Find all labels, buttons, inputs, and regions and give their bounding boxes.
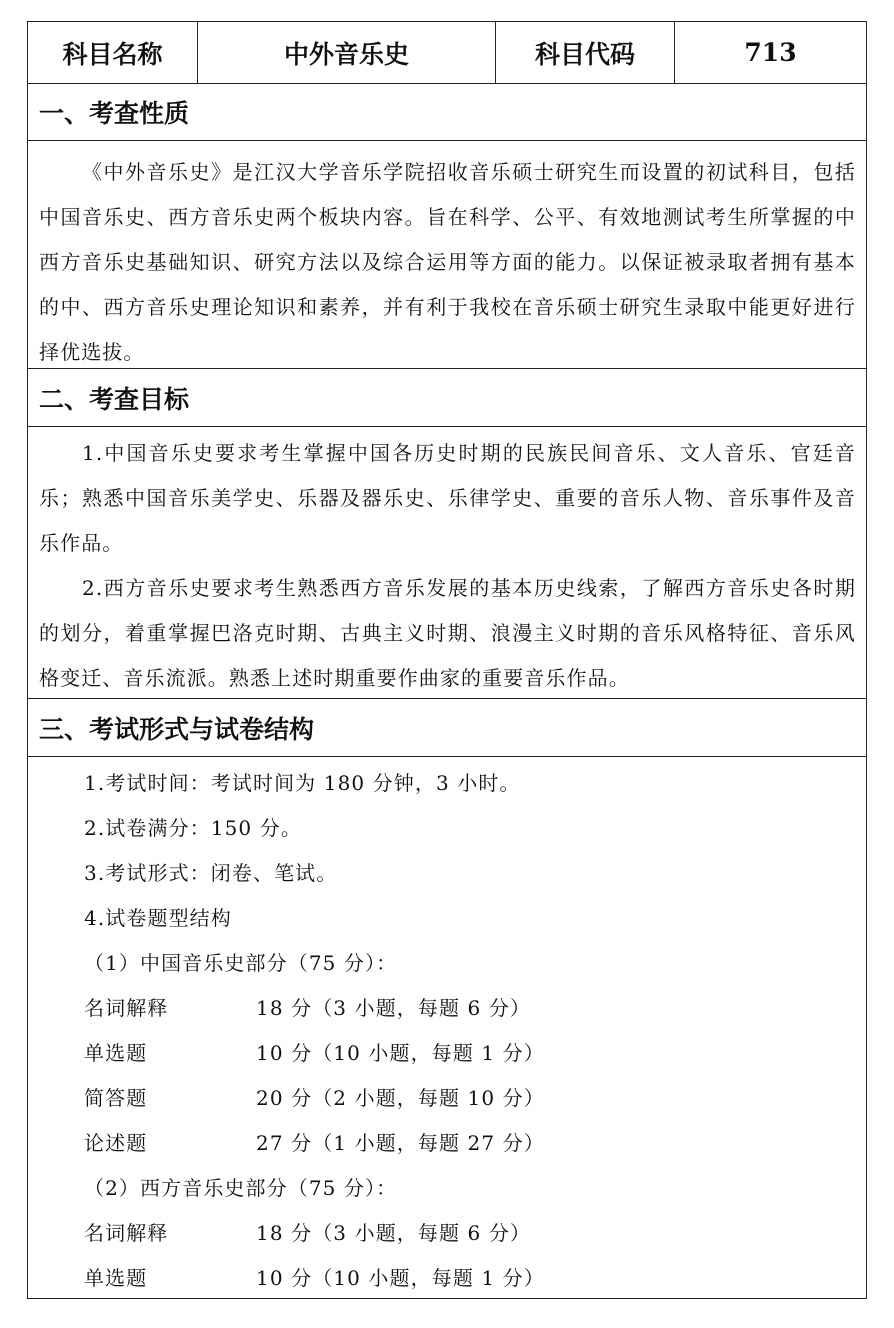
question-detail: 18 分（3 小题，每题 6 分） — [256, 1221, 532, 1245]
subject-code-label: 科目代码 — [496, 22, 675, 83]
question-detail: 10 分（10 小题，每题 1 分） — [256, 1041, 545, 1065]
exam-time-line: 1.考试时间：考试时间为 180 分钟，3 小时。 — [84, 771, 521, 795]
section-2-paragraph-1: 1.中国音乐史要求考生掌握中国各历史时期的民族民间音乐、文人音乐、官廷音乐；熟悉中国音乐美学史、乐器及器乐史、乐律学史、重要的音乐人物、音乐事件及音乐作品。 — [39, 441, 856, 555]
subject-name-value: 中外音乐史 — [198, 22, 496, 83]
score-row — [84, 993, 531, 1023]
question-detail: 27 分（1 小题，每题 27 分） — [256, 1131, 545, 1155]
question-detail: 18 分（3 小题，每题 6 分） — [256, 996, 532, 1020]
question-type: 论述题 — [84, 1131, 148, 1155]
subject-code-value: 713 — [744, 38, 797, 67]
part2-heading: （2）西方音乐史部分（75 分）： — [84, 1176, 398, 1200]
question-type: 名词解释 — [84, 996, 169, 1020]
question-type: 名词解释 — [84, 1221, 169, 1245]
subject-name-label: 科目名称 — [28, 22, 198, 83]
section-1-title: 一、考查性质 — [28, 83, 866, 141]
full-score-line: 2.试卷满分：150 分。 — [84, 816, 302, 840]
question-type: 简答题 — [84, 1086, 148, 1110]
section-3-title: 三、考试形式与试卷结构 — [28, 699, 866, 757]
part1-heading: （1）中国音乐史部分（75 分）： — [84, 951, 398, 975]
exam-format-line: 3.考试形式：闭卷、笔试。 — [84, 861, 338, 885]
score-row — [84, 1083, 545, 1113]
score-row — [84, 1128, 545, 1158]
score-row — [84, 1263, 545, 1293]
question-detail: 20 分（2 小题，每题 10 分） — [256, 1086, 545, 1110]
section-2-title: 二、考查目标 — [28, 369, 866, 427]
header-row — [28, 22, 866, 84]
section-1-paragraph: 《中外音乐史》是江汉大学音乐学院招收音乐硕士研究生而设置的初试科目，包括中国音乐史、西方音乐史两个板块内容。旨在科学、公平、有效地测试考生所掌握的中西方音乐史基础知识、研究方法以及综合运用等方面的能力。以保证被录取者拥有基本的中、西方音乐史理论知识和素养，并有利于我校在音乐硕士研究生录取中能更好进行择优选拔。 — [39, 160, 856, 364]
question-type: 单选题 — [84, 1041, 148, 1065]
question-structure-line: 4.试卷题型结构 — [84, 906, 232, 930]
score-row — [84, 1038, 545, 1068]
section-2-paragraph-2: 2.西方音乐史要求考生熟悉西方音乐发展的基本历史线索，了解西方音乐史各时期的划分，着重掌握巴洛克时期、古典主义时期、浪漫主义时期的音乐风格特征、音乐风格变迁、音乐流派。熟悉上述时期重要作曲家的重要音乐作品。 — [39, 576, 856, 690]
exam-outline-table — [27, 21, 867, 1299]
question-detail: 10 分（10 小题，每题 1 分） — [256, 1266, 545, 1290]
score-row — [84, 1218, 531, 1248]
question-type: 单选题 — [84, 1266, 148, 1290]
